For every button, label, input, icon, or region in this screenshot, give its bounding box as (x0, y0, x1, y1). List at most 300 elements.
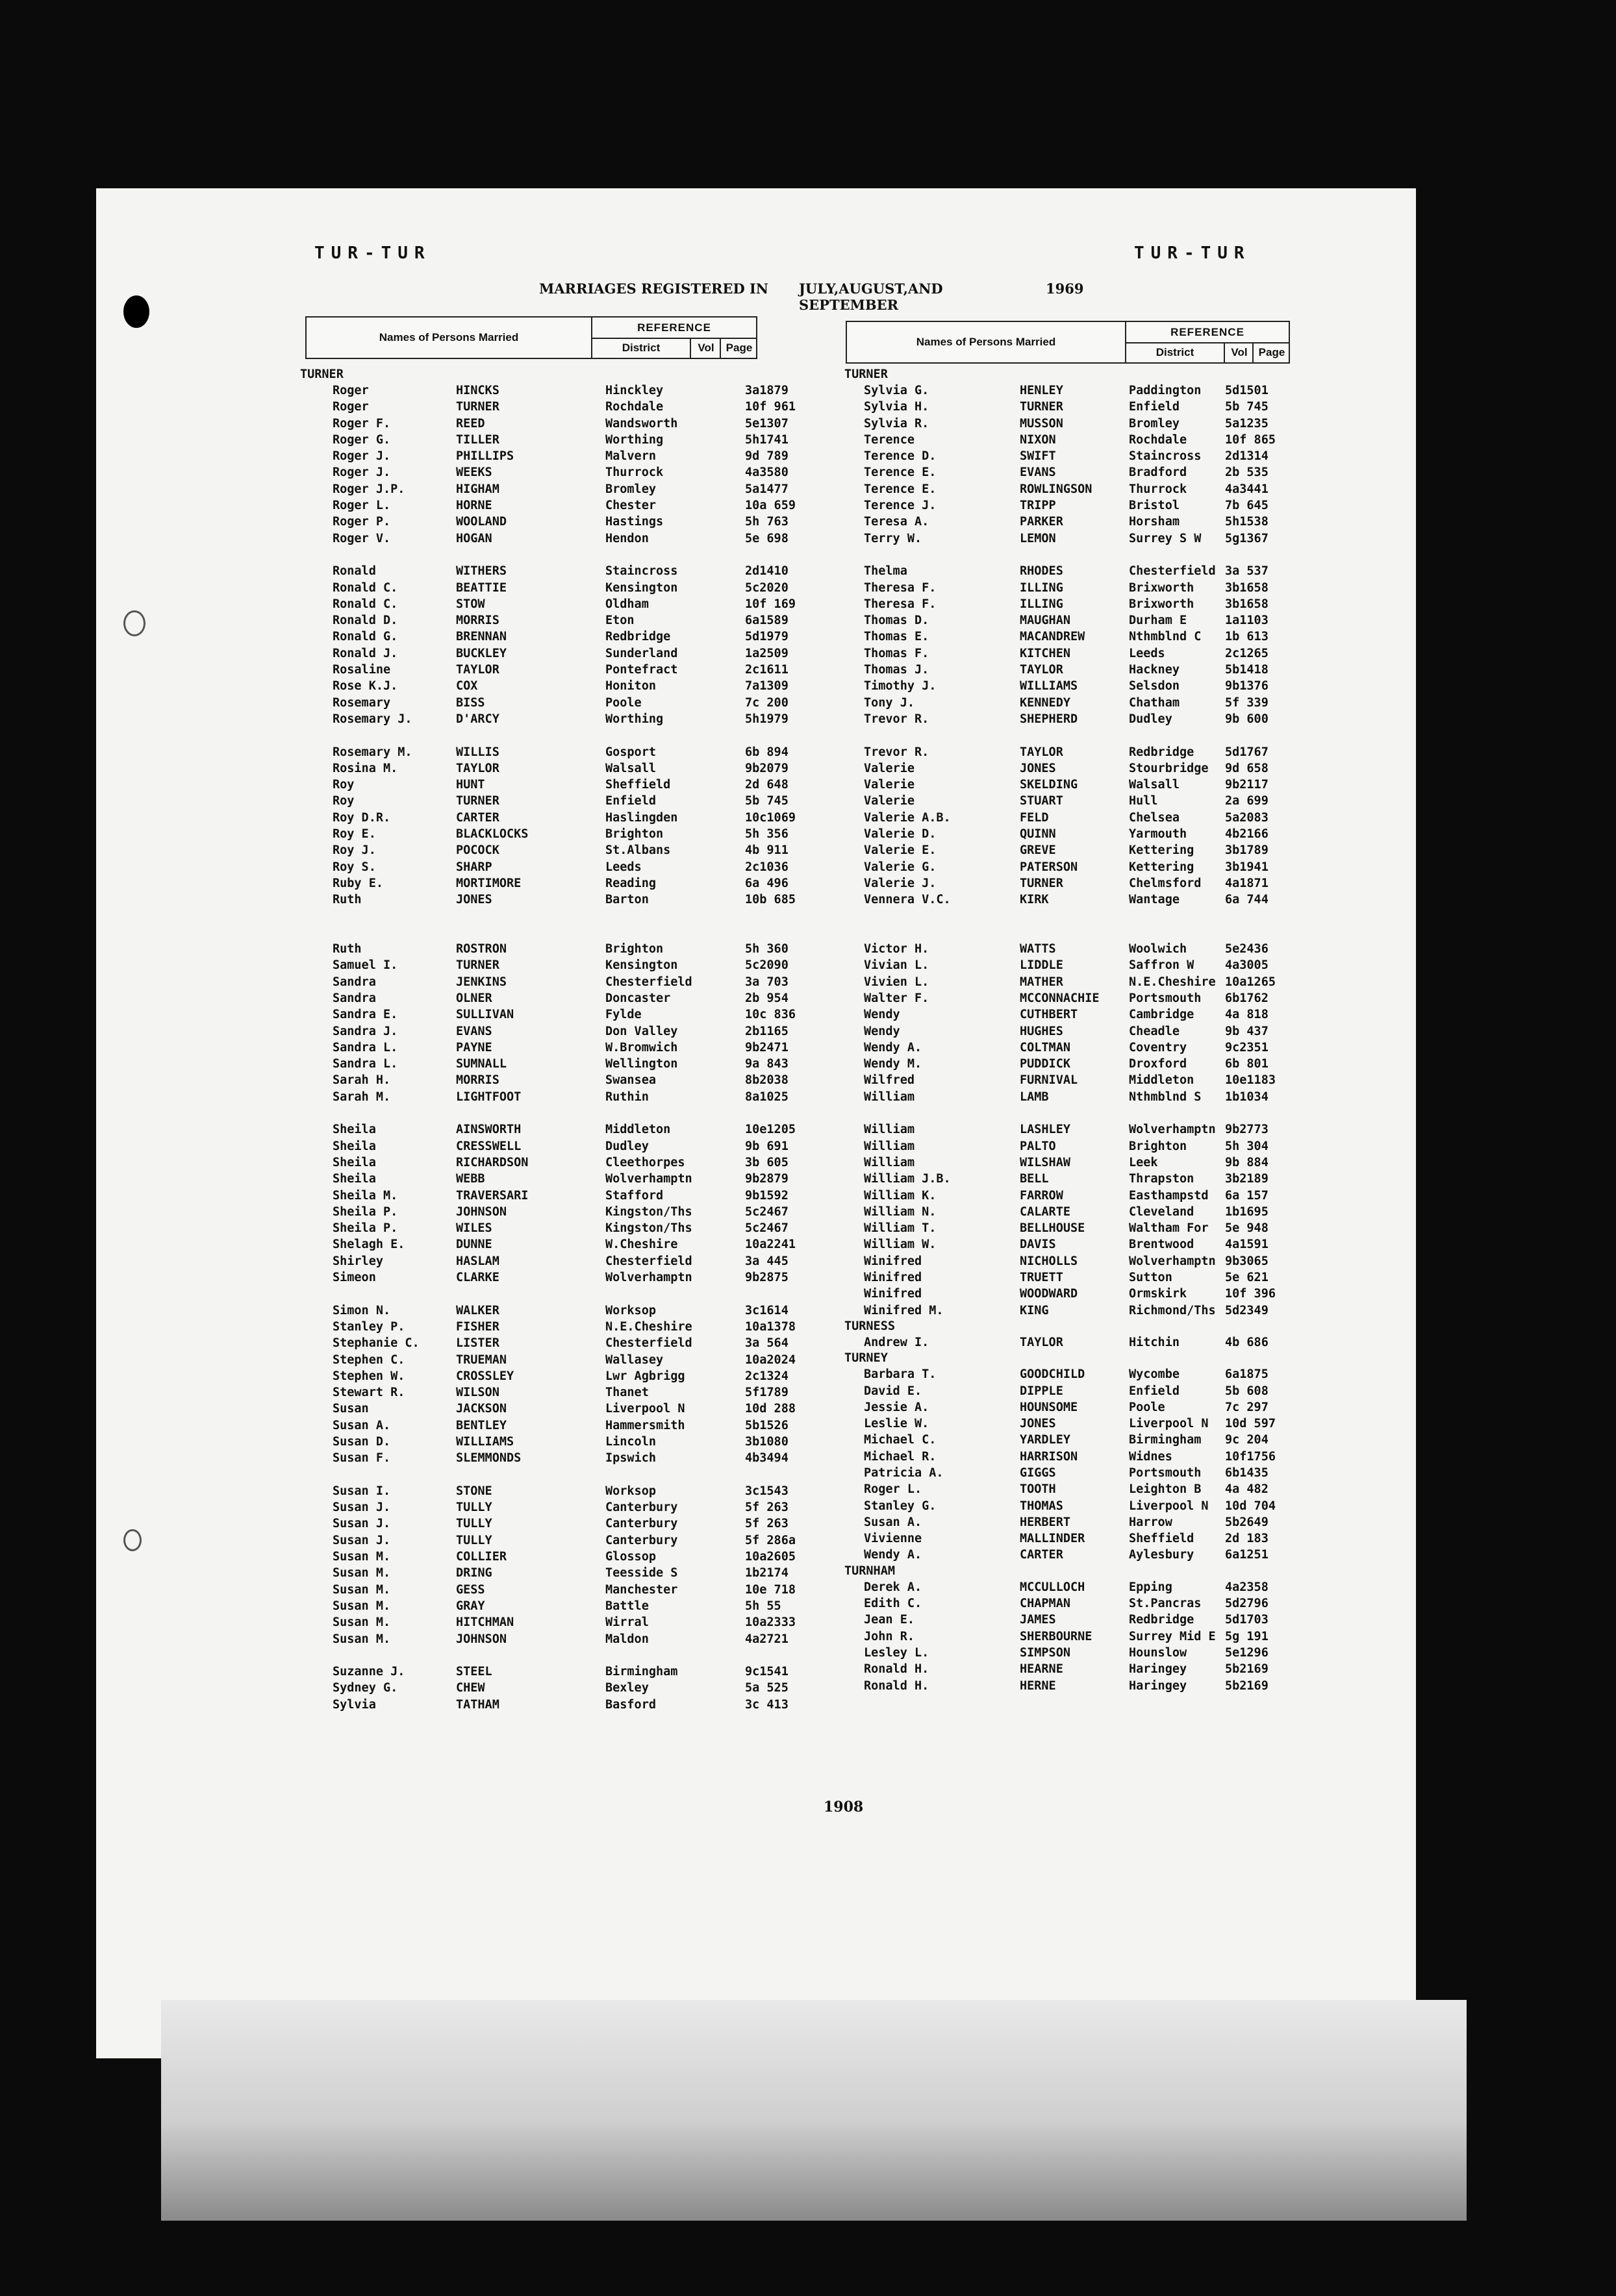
marriage-entry (300, 1532, 796, 1549)
district-header: District (622, 341, 661, 354)
marriage-entry (844, 744, 1299, 760)
spouse-surname: MAUGHAN (1020, 614, 1070, 628)
district: Dudley (605, 1139, 649, 1153)
first-name: Roger (333, 384, 369, 397)
first-name: Sheila M. (333, 1188, 398, 1203)
district: Ipswich (605, 1451, 656, 1466)
district: Liverpool N (605, 1402, 685, 1416)
first-name: William T. (864, 1221, 937, 1236)
first-name: Wendy A. (864, 1040, 922, 1054)
spouse-surname: QUINN (1020, 827, 1056, 842)
spouse-surname: WATTS (1020, 942, 1056, 956)
marriage-entry (300, 892, 796, 908)
vol-page-ref: 4a3441 (1225, 482, 1269, 496)
district: Wandsworth (605, 416, 678, 430)
vol-page-ref: 2c1611 (745, 663, 789, 677)
first-name: Roger L. (333, 499, 391, 513)
first-name: Victor H. (864, 942, 929, 956)
spouse-surname: REED (456, 416, 485, 430)
first-name: Terry W. (864, 531, 922, 545)
district: Dudley (1129, 712, 1172, 726)
district: Don Valley (605, 1024, 678, 1038)
spouse-surname: GOODCHILD (1020, 1367, 1085, 1382)
marriage-entry (300, 793, 789, 809)
spacer (844, 1105, 1299, 1121)
first-name: Sylvia (333, 1697, 376, 1712)
first-name: Sandra (333, 975, 376, 989)
spouse-surname: TILLER (456, 432, 499, 447)
first-name: William (864, 1155, 915, 1169)
vol-page-ref: 9b1592 (745, 1188, 789, 1203)
district: Chesterfield (605, 1336, 692, 1351)
vol-page-ref: 10f1756 (1225, 1449, 1276, 1464)
marriage-entry (300, 810, 796, 826)
spouse-surname: CALARTE (1020, 1204, 1070, 1219)
vol-page-ref: 5d1703 (1225, 1613, 1269, 1627)
marriage-entry (300, 711, 789, 727)
spouse-surname: SUMNALL (456, 1057, 507, 1071)
district: Staincross (605, 564, 678, 579)
marriage-entry (300, 629, 789, 645)
vol-page-ref: 4b 911 (745, 843, 789, 858)
spouse-surname: JACKSON (456, 1402, 507, 1416)
district: Hounslow (1129, 1645, 1187, 1660)
district: Easthampstd (1129, 1188, 1209, 1203)
spouse-surname: HOUNSOME (1020, 1400, 1078, 1414)
first-name: Ronald C. (333, 597, 398, 611)
district: Cleveland (1129, 1204, 1194, 1219)
district: Kingston/Ths (605, 1204, 692, 1219)
marriage-entry (844, 957, 1299, 973)
district: N.E.Cheshire (1129, 975, 1216, 989)
marriage-entry (300, 416, 789, 432)
marriage-entry (844, 1481, 1299, 1497)
first-name: Terence (864, 432, 915, 447)
marriage-entry (300, 1253, 789, 1269)
spouse-surname: WITHERS (456, 564, 507, 579)
names-header: Names of Persons Married (847, 322, 1126, 362)
marriage-entry (844, 1303, 1299, 1319)
page-number: 1908 (824, 1799, 864, 1816)
vol-page-ref: 2b1165 (745, 1024, 789, 1038)
marriage-entry (300, 1121, 796, 1138)
vol-page-ref: 6b1762 (1225, 991, 1269, 1005)
district: Oldham (605, 597, 649, 611)
district: Barton (605, 893, 649, 907)
marriage-entry (844, 810, 1299, 826)
spouse-surname: HARRISON (1020, 1449, 1078, 1464)
spacer (844, 925, 1299, 941)
marriage-entry (300, 1368, 789, 1384)
vol-page-ref: 3b1941 (1225, 860, 1269, 874)
first-name: Rosaline (333, 663, 391, 677)
first-name: Ronald H. (864, 1662, 929, 1677)
district: St.Pancras (1129, 1597, 1202, 1611)
spouse-surname: TRUETT (1020, 1271, 1063, 1285)
district: Haringey (1129, 1678, 1187, 1693)
vol-page-ref: 5h1741 (745, 432, 789, 447)
district-header: District (1155, 345, 1194, 358)
title-year: 1969 (1046, 281, 1084, 297)
marriage-entry (844, 1040, 1299, 1056)
first-name: Sheila (333, 1172, 376, 1186)
spouse-surname: FELD (1020, 810, 1049, 825)
vol-page-ref: 9b2471 (745, 1040, 789, 1054)
district: Brentwood (1129, 1238, 1194, 1252)
vol-page-ref: 5e 621 (1225, 1271, 1269, 1285)
district: N.E.Cheshire (605, 1319, 692, 1334)
spouse-surname: SWIFT (1020, 449, 1056, 464)
marriage-entry (300, 744, 789, 760)
vol-page-ref: 2d 648 (745, 778, 789, 792)
marriage-entry (300, 1417, 789, 1434)
first-name: Sheila P. (333, 1221, 398, 1236)
spouse-surname: BELLHOUSE (1020, 1221, 1085, 1236)
title-heading: MARRIAGES REGISTERED IN (539, 281, 768, 297)
district: Portsmouth (1129, 991, 1202, 1005)
first-name: Susan (333, 1402, 369, 1416)
vol-page-ref: 5b2169 (1225, 1662, 1269, 1677)
marriage-entry (844, 842, 1299, 858)
vol-page-ref: 9b2875 (745, 1271, 789, 1285)
vol-page-ref: 10f 396 (1225, 1287, 1276, 1301)
spouse-surname: WILSHAW (1020, 1155, 1070, 1169)
marriage-entry (844, 1269, 1299, 1286)
spacer (844, 727, 1299, 743)
marriage-entry (844, 629, 1299, 645)
spacer (300, 908, 768, 925)
first-name: Stanley G. (864, 1499, 937, 1513)
vol-page-ref: 3b1789 (1225, 843, 1269, 858)
first-name: Sydney G. (333, 1681, 398, 1695)
marriage-entry (300, 1220, 789, 1236)
first-name: Vivien L. (864, 975, 929, 989)
first-name: Ronald (333, 564, 376, 579)
spouse-surname: HEARNE (1020, 1662, 1063, 1677)
vol-page-ref: 5d1979 (745, 630, 789, 644)
district: Hendon (605, 531, 649, 545)
spouse-surname: JONES (1020, 761, 1056, 775)
first-name: Wendy A. (864, 1548, 922, 1562)
vol-page-ref: 5a1235 (1225, 416, 1269, 430)
district: Kensington (605, 958, 678, 973)
marriage-entry (844, 1628, 1299, 1645)
vol-page-ref: 6b 894 (745, 745, 789, 759)
vol-page-ref: 9b1376 (1225, 679, 1269, 693)
marriage-entry (300, 1401, 796, 1417)
marriage-entry (844, 1072, 1299, 1088)
first-name: Stewart R. (333, 1386, 405, 1400)
vol-page-ref: 9b3065 (1225, 1254, 1269, 1268)
district: St.Albans (605, 843, 671, 858)
district: Yarmouth (1129, 827, 1187, 842)
spouse-surname: MORRIS (456, 614, 499, 628)
vol-page-ref: 5b 608 (1225, 1384, 1269, 1398)
spouse-surname: HITCHMAN (456, 1616, 514, 1630)
first-name: Vivienne (864, 1532, 922, 1546)
spouse-surname: JENKINS (456, 975, 507, 989)
vol-page-ref: 10b 685 (745, 893, 796, 907)
marriage-entry (300, 1023, 789, 1040)
district: Swansea (605, 1073, 656, 1088)
first-name: Stephen C. (333, 1353, 405, 1367)
vol-page-ref: 5h 356 (745, 827, 789, 842)
district: Chesterfield (605, 975, 692, 989)
vol-page-ref: 1b2174 (745, 1566, 789, 1580)
first-name: Derek A. (864, 1580, 922, 1594)
spouse-surname: WEEKS (456, 466, 492, 480)
spouse-surname: SHERBOURNE (1020, 1629, 1092, 1643)
spouse-surname: EVANS (1020, 466, 1056, 480)
first-name: Sarah M. (333, 1090, 391, 1104)
vol-header: Vol (1224, 342, 1254, 362)
vol-page-ref: 6a1589 (745, 614, 789, 628)
spouse-surname: WILES (456, 1221, 492, 1236)
first-name: Valerie J. (864, 876, 937, 890)
first-name: Stephanie C. (333, 1336, 420, 1351)
first-name: Winifred M. (864, 1303, 944, 1317)
district: Surrey Mid E (1129, 1629, 1216, 1643)
district: Portsmouth (1129, 1466, 1202, 1480)
district: Pontefract (605, 663, 678, 677)
surname-heading: TURNHAM (844, 1564, 895, 1578)
district: Bradford (1129, 466, 1187, 480)
spouse-surname: SIMPSON (1020, 1645, 1070, 1660)
marriage-entry (844, 1661, 1299, 1677)
spouse-surname: TURNER (1020, 400, 1063, 414)
spouse-surname: WOODWARD (1020, 1287, 1078, 1301)
district: Cambridge (1129, 1008, 1194, 1022)
marriage-entry (300, 1138, 789, 1154)
district: Cleethorpes (605, 1155, 685, 1169)
table-header-left (305, 316, 757, 359)
vol-page-ref: 9b2079 (745, 761, 789, 775)
marriage-entry (300, 1450, 789, 1466)
vol-page-ref: 9b2879 (745, 1172, 789, 1186)
district: W.Cheshire (605, 1238, 678, 1252)
spouse-surname: LASHLEY (1020, 1123, 1070, 1137)
spouse-surname: JOHNSON (456, 1204, 507, 1219)
vol-page-ref: 6a 744 (1225, 893, 1269, 907)
vol-page-ref: 4a3580 (745, 466, 789, 480)
punch-hole (123, 1529, 142, 1551)
district: Basford (605, 1697, 656, 1712)
district: Honiton (605, 679, 656, 693)
spacer (300, 1105, 768, 1121)
first-name: Susan J. (333, 1533, 391, 1547)
marriage-entry (844, 1547, 1299, 1563)
first-name: Terence J. (864, 499, 937, 513)
district: Liverpool N (1129, 1417, 1209, 1431)
reference-header: REFERENCE (1126, 322, 1289, 343)
marriage-entry (844, 826, 1299, 842)
table-header-right (846, 321, 1290, 364)
spouse-surname: BEATTIE (456, 580, 507, 595)
spouse-surname: HIGHAM (456, 482, 499, 496)
spouse-surname: DIPPLE (1020, 1384, 1063, 1398)
first-name: William W. (864, 1238, 937, 1252)
spouse-surname: STEEL (456, 1665, 492, 1679)
district: Poole (1129, 1400, 1165, 1414)
vol-page-ref: 2d 183 (1225, 1532, 1269, 1546)
district: Maldon (605, 1632, 649, 1646)
first-name: Lesley L. (864, 1645, 929, 1660)
first-name: Roger J. (333, 466, 391, 480)
first-name: Ronald D. (333, 614, 398, 628)
marriage-entry (300, 1680, 789, 1696)
first-name: Thelma (864, 564, 907, 579)
district: Sheffield (1129, 1532, 1194, 1546)
vol-page-ref: 9b 884 (1225, 1155, 1269, 1169)
vol-page-ref: 5h 304 (1225, 1139, 1269, 1153)
marriage-entry (300, 941, 789, 957)
vol-page-ref: 7a1309 (745, 679, 789, 693)
marriage-entry (844, 464, 1299, 480)
marriage-entry (844, 416, 1299, 432)
vol-page-ref: 5h1538 (1225, 515, 1269, 529)
marriage-entry (300, 662, 789, 678)
spouse-surname: CLARKE (456, 1271, 499, 1285)
spouse-surname: CROSSLEY (456, 1369, 514, 1383)
district: Wolverhamptn (605, 1271, 692, 1285)
district: Teesside S (605, 1566, 678, 1580)
vol-page-ref: 5a1477 (745, 482, 789, 496)
vol-page-ref: 5f 339 (1225, 695, 1269, 710)
marriage-entry (844, 1171, 1299, 1187)
district: Chelsea (1129, 810, 1180, 825)
surname-heading: TURNESS (844, 1319, 895, 1333)
vol-page-ref: 5e 948 (1225, 1221, 1269, 1236)
spouse-surname: MCCULLOCH (1020, 1580, 1085, 1594)
marriage-entry (844, 1449, 1299, 1465)
spacer (300, 727, 768, 743)
first-name: Samuel I. (333, 958, 398, 973)
spouse-surname: TAYLOR (1020, 663, 1063, 677)
spouse-surname: CARTER (1020, 1548, 1063, 1562)
district: Wolverhamptn (605, 1172, 692, 1186)
first-name: Valerie E. (864, 843, 937, 858)
spouse-surname: LAMB (1020, 1090, 1049, 1104)
vol-page-ref: 3b1658 (1225, 597, 1269, 611)
marriage-entry (844, 793, 1299, 809)
first-name: Wilfred (864, 1073, 915, 1088)
district: Horsham (1129, 515, 1180, 529)
spouse-surname: WEBB (456, 1172, 485, 1186)
vol-page-ref: 5d1767 (1225, 745, 1269, 759)
marriage-entry (300, 645, 789, 662)
spouse-surname: TOOTH (1020, 1482, 1056, 1497)
marriage-entry (844, 1188, 1299, 1204)
first-name: Susan M. (333, 1632, 391, 1646)
spouse-surname: TAYLOR (1020, 1335, 1063, 1349)
district: Birmingham (605, 1665, 678, 1679)
first-name: John R. (864, 1629, 915, 1643)
first-name: Rose K.J. (333, 679, 398, 693)
spouse-surname: KING (1020, 1303, 1049, 1317)
first-name: Roger J. (333, 449, 391, 464)
spouse-surname: CUTHBERT (1020, 1008, 1078, 1022)
marriage-entry (844, 1465, 1299, 1481)
spouse-surname: TRUEMAN (456, 1353, 507, 1367)
spouse-surname: MCCONNACHIE (1020, 991, 1100, 1005)
first-name: William N. (864, 1204, 937, 1219)
spouse-surname: HUGHES (1020, 1024, 1063, 1038)
marriage-entry (844, 1514, 1299, 1530)
vol-page-ref: 10a2605 (745, 1550, 796, 1564)
vol-page-ref: 5f1789 (745, 1386, 789, 1400)
vol-page-ref: 4b3494 (745, 1451, 789, 1466)
district: Paddington (1129, 384, 1202, 397)
marriage-entry (844, 1383, 1299, 1399)
first-name: Sandra E. (333, 1008, 398, 1022)
vol-page-ref: 2d1314 (1225, 449, 1269, 464)
vol-page-ref: 10f 961 (745, 400, 796, 414)
spouse-surname: KITCHEN (1020, 646, 1070, 660)
district: Thrapston (1129, 1172, 1194, 1186)
district: Surrey S W (1129, 531, 1202, 545)
marriage-entry (300, 974, 789, 990)
spouse-surname: ILLING (1020, 597, 1063, 611)
first-name: Ruth (333, 942, 362, 956)
marriage-entry (300, 842, 789, 858)
first-name: Trevor R. (864, 712, 929, 726)
marriage-entry (300, 1303, 789, 1319)
vol-page-ref: 5f 286a (745, 1533, 796, 1547)
spouse-surname: HUNT (456, 778, 485, 792)
first-name: Rosina M. (333, 761, 398, 775)
spouse-surname: EVANS (456, 1024, 492, 1038)
district: Worthing (605, 712, 664, 726)
marriage-entry (844, 645, 1299, 662)
spouse-surname: JONES (1020, 1417, 1056, 1431)
first-name: Valerie (864, 761, 915, 775)
marriage-entry (300, 1319, 796, 1335)
marriage-entry (300, 1614, 796, 1630)
spouse-surname: LIDDLE (1020, 958, 1063, 973)
vol-page-ref: 3b1658 (1225, 580, 1269, 595)
vol-page-ref: 5b2649 (1225, 1515, 1269, 1529)
first-name: Jessie A. (864, 1400, 929, 1414)
first-name: Winifred (864, 1287, 922, 1301)
marriage-entry (844, 481, 1299, 497)
marriage-entry (844, 596, 1299, 612)
surname-heading: TURNER (300, 368, 344, 381)
spouse-surname: HENLEY (1020, 384, 1063, 397)
vol-page-ref: 4a1871 (1225, 876, 1269, 890)
vol-page-ref: 3c1543 (745, 1484, 789, 1498)
vol-page-ref: 3a 445 (745, 1254, 789, 1268)
district: Haslingden (605, 810, 678, 825)
spouse-surname: WILLIAMS (1020, 679, 1078, 693)
district: Wallasey (605, 1353, 664, 1367)
spouse-surname: BISS (456, 695, 485, 710)
vol-page-ref: 5b1526 (745, 1418, 789, 1432)
marriage-entry (300, 859, 789, 875)
district: Kettering (1129, 843, 1194, 858)
spouse-surname: FURNIVAL (1020, 1073, 1078, 1088)
spouse-surname: TAYLOR (456, 761, 499, 775)
district: Selsdon (1129, 679, 1180, 693)
marriage-entry (300, 530, 789, 547)
first-name: Winifred (864, 1271, 922, 1285)
spouse-surname: CRESSWELL (456, 1139, 522, 1153)
vol-page-ref: 5c2020 (745, 580, 789, 595)
marriage-entry (300, 596, 796, 612)
spouse-surname: GREVE (1020, 843, 1056, 858)
spouse-surname: D'ARCY (456, 712, 499, 726)
spacer (300, 1647, 768, 1664)
first-name: Susan M. (333, 1550, 391, 1564)
